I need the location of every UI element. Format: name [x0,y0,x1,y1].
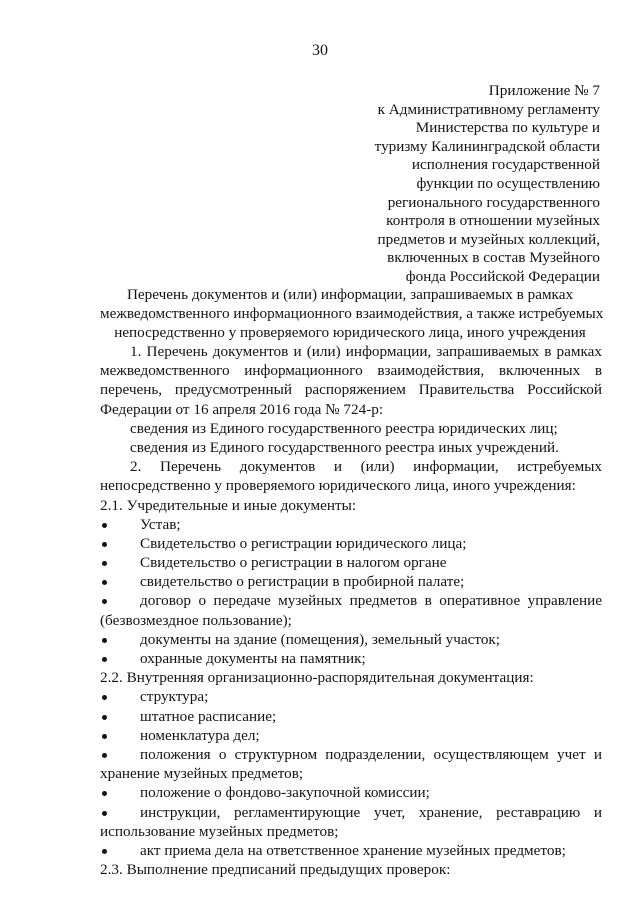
list-item-continuation: (безвозмездное пользование); [100,611,292,629]
list-item-text: штатное расписание; [140,707,277,725]
paragraph-1-line: межведомственного информационного взаимодействия, включенных в [100,362,602,380]
bullet-icon [102,715,107,720]
list-item-text: структура; [140,688,209,706]
bullet-icon [102,599,107,604]
bullet-icon [102,523,107,528]
list-item-text: положения о структурном подразделении, осуществляющем учет и [140,745,602,763]
list-item-text: акт приема дела на ответственное хранение музейных предметов; [140,841,566,859]
bullet-icon [102,542,107,547]
document-body [100,343,602,880]
appendix-line: функции по осуществлению [416,174,600,192]
appendix-header [270,82,600,287]
paragraph-2-line: 2. Перечень документов и (или) информации, истребуемых [130,458,602,476]
list-item [100,727,602,746]
list-item-text: охранные документы на памятник; [140,650,366,667]
document-title [100,286,604,344]
list-item-text: Устав; [140,515,181,533]
paragraph-1-line: Федерации от 16 апреля 2016 года № 724-р: [100,400,384,418]
section-heading: 2.2. Внутренняя организационно-распорядительная документация: [100,669,534,687]
list-item [100,708,602,727]
list-item [100,784,602,803]
title-line: непосредственно у проверяемого юридического лица, иного учреждения [114,324,586,342]
list-item [100,592,602,611]
list-item-text: свидетельство о регистрации в пробирной палате; [140,573,465,591]
list-item [100,746,602,765]
paragraph-1-line: перечень, предусмотренный распоряжением Правительства Российской [100,381,602,399]
appendix-line: регионального государственного [387,193,600,211]
bullet-icon [102,638,107,643]
list-item [100,842,602,861]
appendix-line: Министерства по культуре и [415,119,600,137]
list-item [100,516,602,535]
list-item-text: положение о фондово-закупочной комиссии; [140,784,430,802]
section-heading: 2.3. Выполнение предписаний предыдущих проверок: [100,861,451,879]
list-item [100,631,602,650]
appendix-line: фонда Российской Федерации [405,267,600,285]
bullet-icon [102,561,107,566]
appendix-line: Приложение № 7 [488,82,600,99]
info-item: сведения из Единого государственного реестра иных учреждений. [130,438,559,456]
paragraph-2-line: непосредственно у проверяемого юридического лица, иного учреждения: [100,477,576,495]
section-heading: 2.1. Учредительные и иные документы: [100,496,357,514]
list-item [100,535,602,554]
list-item-text: инструкции, регламентирующие учет, хранение, реставрацию и [140,803,602,821]
title-line: Перечень документов и (или) информации, запрашиваемых в рамках [126,286,574,303]
list-item-text: Свидетельство о регистрации юридического лица; [140,534,467,552]
bullet-icon [102,811,107,816]
list-item [100,688,602,707]
bullet-icon [102,791,107,796]
appendix-line: туризму Калининградской области [374,137,600,155]
list-item-text: договор о передаче музейных предметов в оперативное управление [140,592,602,610]
info-item: сведения из Единого государственного реестра юридических лиц; [130,419,558,437]
bullet-icon [102,695,107,700]
list-item-continuation: хранение музейных предметов; [100,765,304,783]
list-item [100,554,602,573]
bullet-icon [102,734,107,739]
list-item-continuation: использование музейных предметов; [100,822,339,840]
bullet-icon [102,753,107,758]
bullet-icon [102,580,107,585]
list-item-text: документы на здание (помещения), земельный участок; [140,630,501,648]
bullet-icon [102,849,107,854]
list-item-text: Свидетельство о регистрации в налогом органе [140,554,447,572]
page-number: 30 [312,42,328,59]
appendix-line: предметов и музейных коллекций, [377,230,600,248]
appendix-line: включенных в состав Музейного [387,249,600,267]
list-item [100,804,602,823]
list-item-text: номенклатура дел; [140,726,260,744]
paragraph-1-line: 1. Перечень документов и (или) информации, запрашиваемых в рамках [130,343,602,360]
list-item [100,650,602,669]
appendix-line: исполнения государственной [411,156,600,174]
title-line: межведомственного информационного взаимодействия, а также истребуемых [100,305,604,323]
appendix-line: контроля в отношении музейных [386,212,600,230]
appendix-line: к Административному регламенту [377,100,600,118]
bullet-icon [102,657,107,662]
list-item [100,573,602,592]
